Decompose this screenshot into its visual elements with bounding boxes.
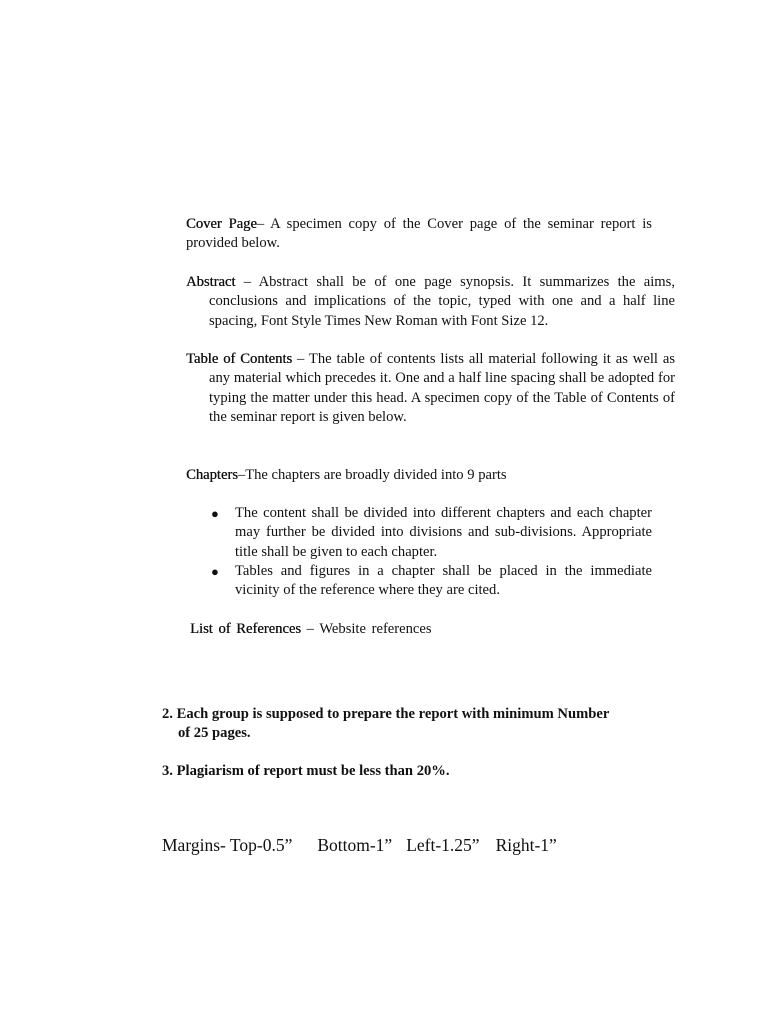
margins-bottom: Bottom-1” (317, 835, 393, 855)
chapters-paragraph (186, 466, 652, 485)
list-of-references-term: List of References (190, 621, 301, 637)
bullet-text: Tables and figures in a chapter shall be placed in the immediate vicinity of the reference where they are cited. (235, 562, 652, 599)
bullet-icon: ● (211, 506, 219, 521)
margins-line (162, 834, 557, 856)
margins-right: Right-1” (495, 835, 557, 855)
list-of-references-text: – Website references (300, 621, 432, 637)
list-item (211, 562, 652, 601)
bullet-icon: ● (211, 563, 219, 579)
rule-3 (162, 762, 682, 781)
chapters-bullet-list (211, 504, 652, 600)
abstract-text: – Abstract shall be of one page synopsis. It summarizes the aims, conclusions and implications of the topic, typed with one and a half line spacing, Font Style Times New Roman with Font Size 12. (209, 274, 675, 329)
cover-page-text: – A specimen copy of the Cover page of the seminar report is provided below. (186, 216, 652, 252)
rule-2-line1: 2. Each group is supposed to prepare the report with minimum Number (162, 706, 610, 722)
table-of-contents-paragraph (186, 350, 675, 427)
chapters-text: –The chapters are broadly divided into 9 parts (237, 467, 507, 483)
chapters-term: Chapters (186, 467, 238, 483)
cover-page-term: Cover Page (186, 216, 257, 232)
cover-page-paragraph (186, 215, 652, 254)
rule-2-line2: of 25 pages. (178, 725, 251, 742)
table-of-contents-text: – The table of contents lists all material following it as well as any material which precedes it. One and a half line spacing shall be adopted for typing the matter under this head. A specimen copy of the Table of Contents of the seminar report is given below. (209, 351, 675, 425)
abstract-term: Abstract (186, 274, 236, 290)
margins-top: Margins- Top-0.5” (162, 835, 293, 855)
bullet-text: The content shall be divided into different chapters and each chapter may further be divided into divisions and sub-divisions. Appropriate title shall be given to each chapter. (235, 505, 652, 560)
abstract-paragraph (186, 273, 675, 331)
margins-left: Left-1.25” (406, 835, 480, 855)
rule-3-line1: 3. Plagiarism of report must be less than 20%. (162, 763, 450, 779)
table-of-contents-term: Table of Contents (186, 351, 293, 367)
rule-2 (162, 705, 682, 744)
list-item (211, 504, 652, 562)
list-of-references-paragraph (190, 620, 432, 639)
